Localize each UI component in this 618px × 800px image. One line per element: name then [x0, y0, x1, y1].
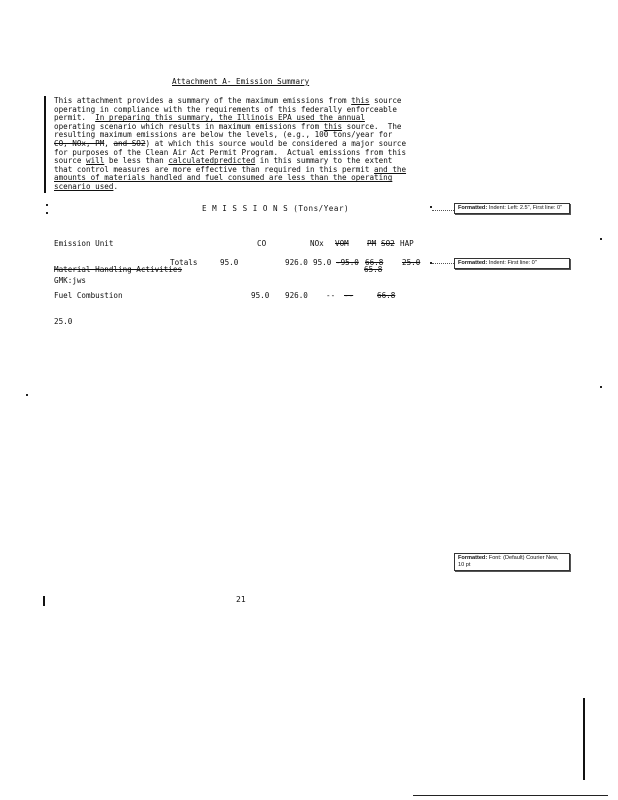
- paragraph-line: [54, 183, 434, 192]
- text-segment: CO, NOx, PM: [54, 138, 105, 148]
- scan-speck: [46, 204, 48, 206]
- scan-speck: [46, 212, 48, 214]
- header-vom: VOM: [335, 239, 349, 249]
- header-so2: SO2: [381, 239, 395, 249]
- text-segment: will: [86, 156, 105, 166]
- balloon-leader: [432, 210, 454, 211]
- row-pm: --: [344, 290, 354, 300]
- page-edge-mark: [413, 795, 608, 796]
- scan-speck: [26, 394, 28, 396]
- table-row: [54, 292, 434, 301]
- text-segment: that control measures are more effective than required in this permit: [54, 164, 375, 174]
- totals-hap: 25.0: [402, 258, 421, 267]
- balloon-text: Indent: First line: 0": [488, 260, 537, 266]
- totals-vom: 95.0: [313, 258, 332, 267]
- text-segment: In preparing this summary, the Illinois EPA used the annual: [95, 113, 365, 123]
- text-segment: source: [369, 96, 402, 105]
- text-segment: and SO2: [113, 138, 146, 148]
- document-title: Attachment A- Emission Summary: [172, 77, 310, 86]
- text-segment: .: [113, 181, 119, 191]
- scan-speck: [430, 262, 432, 264]
- row-nox: 926.0: [285, 290, 308, 300]
- table-header-row: [54, 240, 434, 249]
- format-balloon[interactable]: [454, 203, 570, 214]
- balloon-text: Font: (Default) Courier New, 10 pt: [458, 555, 559, 568]
- text-segment: in this summary to the extent: [255, 156, 393, 166]
- totals-row: [170, 259, 450, 268]
- totals-co: 95.0: [220, 258, 239, 267]
- revision-bar: [44, 96, 46, 193]
- emissions-header: E M I S S I O N S (Tons/Year): [202, 204, 350, 213]
- format-balloon[interactable]: [454, 553, 570, 571]
- header-co: CO: [257, 239, 267, 249]
- header-emission-unit: Emission Unit: [54, 239, 114, 249]
- text-segment: be less than: [104, 156, 169, 166]
- text-segment: This attachment provides a summary of the maximum emissions from: [54, 96, 352, 105]
- scan-speck: [600, 238, 602, 240]
- balloon-label: Formatted:: [458, 260, 488, 266]
- balloon-label: Formatted:: [458, 205, 488, 211]
- author-initials: GMK:jws: [54, 276, 87, 285]
- text-segment: ) at which this source would be considered a major source: [145, 138, 407, 148]
- page-edge-mark: [583, 698, 585, 780]
- scan-speck: [600, 386, 602, 388]
- format-balloon[interactable]: [454, 258, 570, 269]
- text-segment: permit.: [54, 113, 96, 123]
- text-segment: and the: [374, 164, 407, 174]
- revision-mark: [43, 596, 45, 606]
- text-segment: source. The: [342, 121, 402, 131]
- totals-pm: -95.0: [336, 258, 359, 267]
- text-segment: resulting maximum emissions are below the levels, (e.g., 100 tons/year for: [54, 130, 393, 140]
- balloon-text: Indent: Left: 2.5", First line: 0": [488, 205, 563, 211]
- emissions-table: [54, 223, 434, 335]
- page-number: 21: [236, 595, 246, 604]
- row-co: 95.0: [251, 290, 270, 300]
- header-pm: PM: [367, 239, 377, 249]
- row-so2: 66.8: [377, 290, 396, 300]
- text-segment: operating scenario which results in maximum emissions from: [54, 121, 324, 131]
- text-segment: this: [351, 96, 370, 105]
- text-segment: calculatedpredicted: [168, 156, 256, 166]
- text-segment: for purposes of the Clean Air Act Permit Program. Actual emissions from this: [54, 147, 407, 157]
- text-segment: ,: [104, 138, 114, 148]
- summary-paragraph: [54, 97, 434, 192]
- totals-nox: 926.0: [285, 258, 308, 267]
- row-pm: 65.8: [364, 264, 383, 274]
- row-unit: Material Handling Activities: [54, 264, 183, 274]
- header-hap: HAP: [400, 239, 414, 249]
- totals-so2: 66.8: [365, 258, 384, 267]
- row-unit: 25.0: [54, 316, 73, 326]
- row-unit: Fuel Combustion: [54, 290, 123, 300]
- text-segment: operating in compliance with the requirements of this federally enforceable: [54, 104, 397, 114]
- balloon-label: Formatted:: [458, 555, 488, 561]
- scan-speck: [430, 206, 432, 208]
- text-segment: scenario used: [54, 181, 114, 191]
- header-nox: NOx: [310, 239, 324, 249]
- row-vom: --: [326, 290, 336, 300]
- table-row: [54, 318, 434, 327]
- balloon-leader: [432, 263, 454, 264]
- text-segment: source: [54, 156, 87, 166]
- totals-label: Totals: [170, 258, 198, 267]
- text-segment: this: [323, 121, 343, 131]
- text-segment: amounts of materials handled and fuel consumed are less than the operating: [54, 173, 393, 183]
